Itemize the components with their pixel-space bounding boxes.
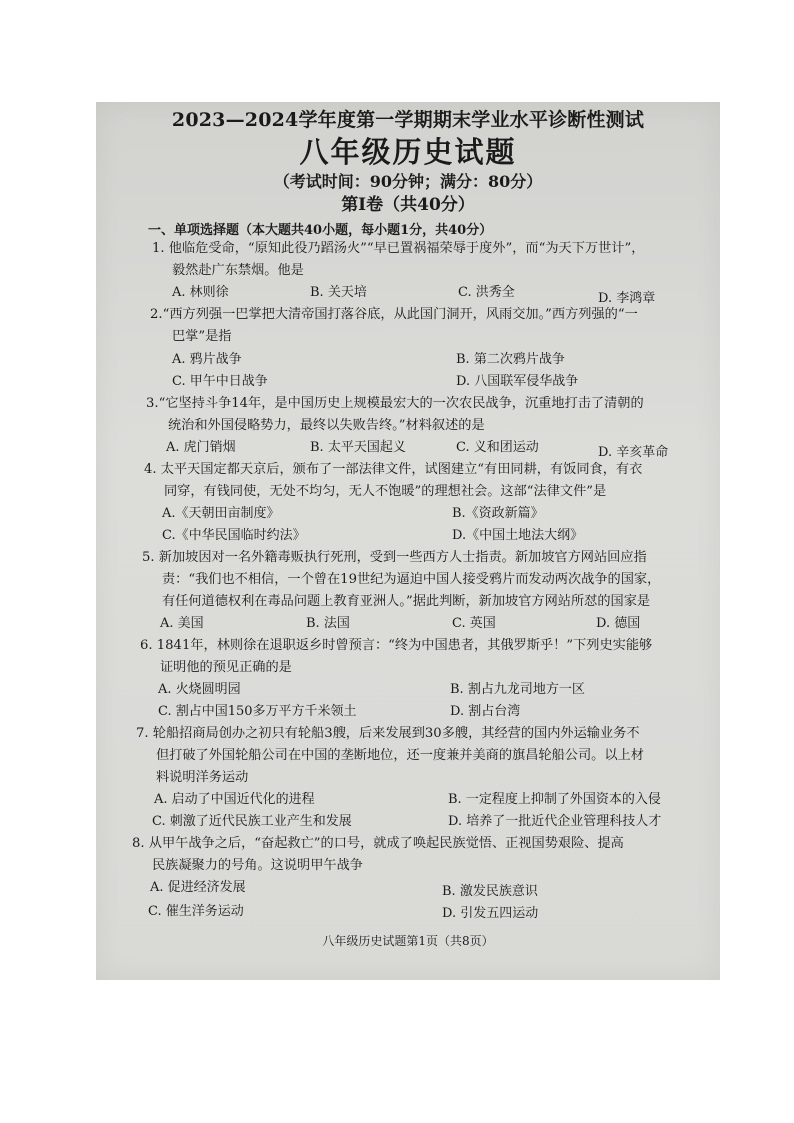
question-8-option-a: A. 促进经济发展 [150, 880, 246, 895]
question-4-option-a: A.《天朝田亩制度》 [162, 506, 280, 521]
question-6-option-c: C. 割占中国150多万平方千米领土 [158, 704, 357, 719]
question-4-line-1: 4. 太平天国定都天京后，颁布了一部法律文件，试图建立“有田同耕，有饭同食，有衣 [144, 462, 643, 477]
exam-title: 2023—2024学年度第一学期期末学业水平诊断性测试 [171, 109, 645, 131]
subject-title: 八年级历史试题 [299, 135, 517, 169]
question-1-option-a: A. 林则徐 [172, 285, 229, 300]
question-8-line-1: 8. 从甲午战争之后，“奋起救亡”的口号，就成了唤起民族觉悟、正视国势艰险、提高 [132, 836, 624, 851]
question-8-option-b: B. 激发民族意识 [442, 884, 538, 899]
question-4-line-2: 同穿，有钱同使，无处不均匀，无人不饱暖”的理想社会。这部“法律文件”是 [164, 484, 607, 499]
question-1-line-1: 1. 他临危受命，“原知此役乃蹈汤火”“早已置祸福荣辱于度外”，而“为天下万世计”， [152, 241, 645, 256]
question-6-line-1: 6. 1841年，林则徐在退职返乡时曾预言：“终为中国患者，其俄罗斯乎！”下列史实能够 [140, 638, 653, 653]
question-1-option-b: B. 关天培 [310, 285, 367, 300]
question-8-option-c: C. 催生洋务运动 [148, 904, 244, 919]
question-6-option-d: D. 割占台湾 [450, 704, 521, 719]
question-4-option-c: C.《中华民国临时约法》 [162, 528, 306, 543]
question-7-line-3: 料说明洋务运动 [156, 770, 249, 785]
question-5-option-d: D. 德国 [596, 616, 641, 631]
question-3-line-1: 3.“它坚持斗争14年，是中国历史上规模最宏大的一次农民战争，沉重地打击了清朝的 [146, 396, 644, 411]
question-2-option-a: A. 鸦片战争 [172, 352, 242, 367]
exam-info: （考试时间：90分钟；满分：80分） [273, 172, 543, 191]
question-1-option-c: C. 洪秀全 [458, 285, 515, 300]
question-5-option-b: B. 法国 [306, 616, 350, 631]
page-footer: 八年级历史试题第1页（共8页） [322, 934, 494, 948]
section-heading: 一、单项选择题（本大题共40小题，每小题1分，共40分） [148, 223, 493, 238]
question-7-line-1: 7. 轮船招商局创办之初只有轮船3艘，后来发展到30多艘，其经营的国内外运输业务不 [136, 726, 640, 741]
question-1-option-d: D. 李鸿章 [598, 291, 656, 306]
question-4-option-b: B.《资政新篇》 [452, 506, 544, 521]
question-3-option-c: C. 义和团运动 [456, 440, 539, 455]
question-2-option-d: D. 八国联军侵华战争 [456, 374, 579, 389]
question-7-option-d: D. 培养了一批近代企业管理科技人才 [448, 814, 662, 829]
question-1-line-2: 毅然赴广东禁烟。他是 [172, 263, 304, 278]
question-3-line-2: 统治和外国侵略势力，最终以失败告终。”材料叙述的是 [168, 418, 485, 433]
question-8-line-2: 民族凝聚力的号角。这说明甲午战争 [152, 858, 363, 873]
question-2-line-1: 2.“西方列强一巴掌把大清帝国打落谷底，从此国门洞开，风雨交加。”西方列强的“一 [150, 307, 638, 322]
question-5-option-a: A. 美国 [160, 616, 204, 631]
question-3-option-a: A. 虎门销烟 [166, 440, 236, 455]
question-2-line-2: 巴掌”是指 [172, 329, 232, 344]
question-2-option-b: B. 第二次鸦片战争 [456, 352, 565, 367]
volume-title: 第Ⅰ卷（共40分） [341, 195, 475, 215]
question-5-line-3: 有任何道德权利在毒品问题上教育亚洲人。”据此判断，新加坡官方网站所怼的国家是 [162, 594, 651, 609]
question-7-option-c: C. 刺激了近代民族工业产生和发展 [152, 814, 352, 829]
question-3-option-d: D. 辛亥革命 [598, 445, 669, 460]
question-7-option-b: B. 一定程度上抑制了外国资本的入侵 [448, 792, 661, 807]
question-5-line-2: 责：“我们也不相信，一个曾在19世纪为逼迫中国人接受鸦片而发动两次战争的国家， [162, 572, 661, 587]
exam-paper-photo [96, 102, 720, 980]
question-7-option-a: A. 启动了中国近代化的进程 [154, 792, 315, 807]
question-6-option-b: B. 割占九龙司地方一区 [450, 682, 585, 697]
question-7-line-2: 但打破了外国轮船公司在中国的垄断地位，还一度兼并美商的旗昌轮船公司。以上材 [156, 748, 644, 763]
question-5-option-c: C. 英国 [452, 616, 496, 631]
question-2-option-c: C. 甲午中日战争 [172, 374, 268, 389]
question-5-line-1: 5. 新加坡因对一名外籍毒贩执行死刑，受到一些西方人士指责。新加坡官方网站回应指 [142, 550, 647, 565]
question-3-option-b: B. 太平天国起义 [310, 440, 406, 455]
question-4-option-d: D.《中国土地法大纲》 [452, 528, 584, 543]
question-8-option-d: D. 引发五四运动 [442, 906, 539, 921]
question-6-option-a: A. 火烧圆明园 [158, 682, 241, 697]
question-6-line-2: 证明他的预见正确的是 [160, 660, 292, 675]
